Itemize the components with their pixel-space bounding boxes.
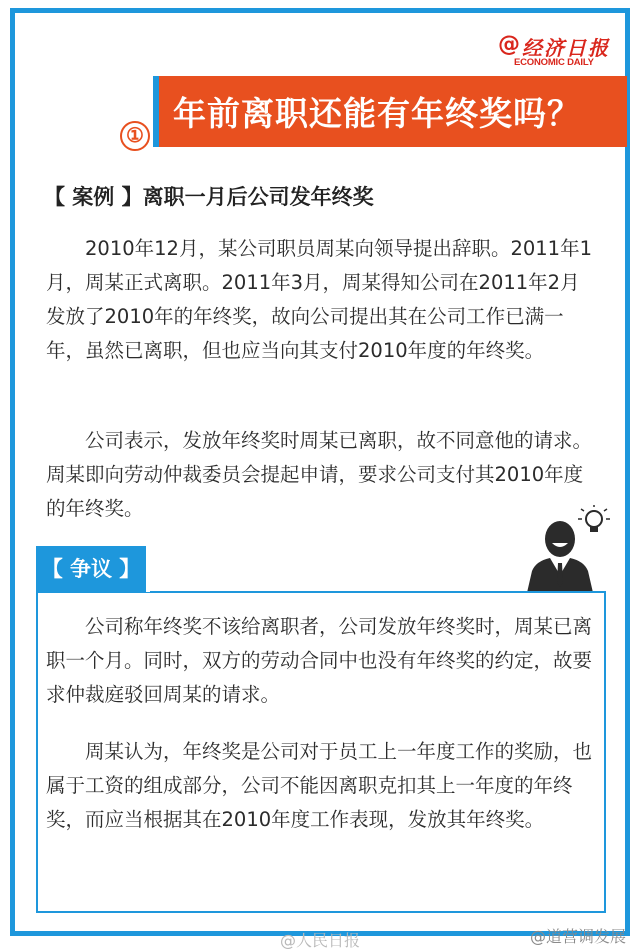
logo-english-name: ECONOMIC DAILY <box>514 57 594 68</box>
economic-daily-logo <box>498 30 610 74</box>
dispute-paragraph-1: 公司称年终奖不该给离职者，公司发放年终奖时，周某已离职一个月。同时，双方的劳动合同中也没有年终奖的约定，故要求仲裁庭驳回周某的请求。 <box>46 615 593 706</box>
case-paragraph-2: 公司表示，发放年终奖时周某已离职，故不同意他的请求。周某即向劳动仲裁委员会提起申请，要求公司支付其2010年度的年终奖。 <box>46 429 593 520</box>
logo-chinese-name: 经济日报 <box>522 36 610 60</box>
businessman-lightbulb-icon <box>522 505 614 597</box>
lightbulb-icon <box>578 505 610 532</box>
dispute-tag: 【 争议 】 <box>36 546 150 592</box>
dispute-paragraph-2: 周某认为，年终奖是公司对于员工上一年度工作的奖励，也属于工资的组成部分，公司不能因离职克扣其上一年度的年终奖，而应当根据其在2010年度工作表现，发放其年终奖。 <box>46 740 593 831</box>
case-paragraph-1: 2010年12月，某公司职员周某向领导提出辞职。2011年1月，周某正式离职。2011年3月，周某得知公司在2011年2月发放了2010年的年终奖，故向公司提出其在公司工作已满一年，虽然已离职，但也应当向其支付2010年度的年终奖。 <box>46 237 592 362</box>
page-title: 年前离职还能有年终奖吗？ <box>173 94 581 133</box>
logo-at-sign: @ <box>498 32 520 57</box>
section-number-badge: ① <box>120 121 150 151</box>
title-banner <box>153 76 627 147</box>
watermark-center: @人民日报 <box>280 931 361 950</box>
case-heading: 【 案例 】离职一月后公司发年终奖 <box>44 185 374 209</box>
watermark-right: @道营调发展 <box>530 927 627 946</box>
